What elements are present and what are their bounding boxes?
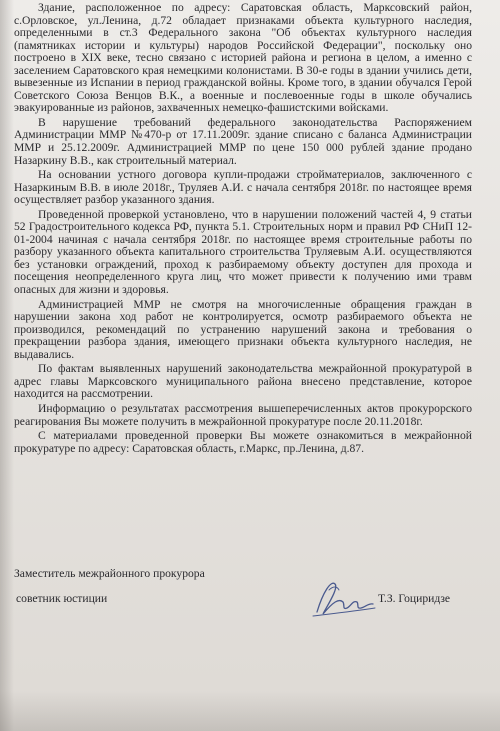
paragraph-submission: По фактам выявленных нарушений законодательства межрайонной прокуратурой в адрес главы Марксовского муниципального района внесено представление, которое находится на рассмотрении. xyxy=(14,362,472,401)
handwritten-signature-icon xyxy=(309,572,381,622)
signatory-rank: советник юстиции xyxy=(16,592,108,605)
page-shadow-bottom xyxy=(0,691,500,731)
signatory-position: Заместитель межрайонного прокурора xyxy=(14,567,205,580)
paragraph-materials-access: С материалами проведенной проверки Вы можете ознакомиться в межрайонной прокуратуре по адресу: Саратовская область, г.Маркс, пр.Ленина, д.87. xyxy=(14,429,472,455)
paragraph-results-info: Информацию о результатах рассмотрения вышеперечисленных актов прокурорского реагирования Вы можете получить в межрайонной прокуратуре после 20.11.2018г. xyxy=(14,401,472,428)
paragraph-verbal-contract: На основании устного договора купли-продажи стройматериалов, заключенного с Назаркиным В.В. в июле 2018г., Труляев А.И. с начала сентября 2018г. по настоящее время осуществляет разбор указанного здания. xyxy=(14,168,472,207)
paragraph-building-heritage: Здание, расположенное по адресу: Саратовская область, Марксовский район, с.Орловское, ул.Ленина, д.72 обладает признаками объекта культурного наследия, определенными в ст.3 Федерального закона "Об объектах культурного наследия (памятниках истории и культуры) народов Российской Федерации", поскольку оно построено в XIX веке, тесно связано с историей района и региона в целом, а именно с заселением Саратовского края немецкими колонистами. В 30-е годы в здании учились дети, вывезенные из Испании в период гражданской войны. Кроме того, в здании обучался Герой Советского Союза Венцов В.К., а военные и послевоенные годы в школе обучались эвакуированные из районов, захваченных немецко-фашистскими войсками. xyxy=(14,1,472,115)
page-shadow-left xyxy=(0,0,14,731)
paragraph-violation-sale: В нарушение требований федерального законодательства Распоряжением Администрации ММР №470-р от 17.11.2009г. здание списано с баланса Администрации ММР и 25.12.2009г. Администрацией ММР по цене 150 000 рублей здание продано Назаркину В.В., как строительный материал. xyxy=(14,115,472,167)
paragraph-administration-inaction: Администрацией ММР не смотря на многочисленные обращения граждан в нарушении закона ход работ не контролируется, осмотр разбираемого объекта не производился, рекомендаций по устранению нарушений закона и требования о прекращении разбора здания, имеющего признаки объекта культурного наследия, не выдавались. xyxy=(14,297,472,361)
document-body xyxy=(14,2,472,457)
paragraph-inspection-findings: Проведенной проверкой установлено, что в нарушении положений частей 4, 9 статьи 52 Градостроительного кодекса РФ, пункта 5.1. Строительных норм и правил РФ СНиП 12-01-2004 начиная с начала сентября 2018г. по настоящее время строительные работы по разбору указанного объекта капитального строительства Труляевым А.И. осуществляются без установки ограждений, проход к разбираемому объекту доступен для прохода и посещения неопределенного круга лиц, что может привести к получению ими травм опасных для жизни и здоровья. xyxy=(14,207,472,297)
signatory-name: Т.З. Гоциридзе xyxy=(378,592,451,605)
